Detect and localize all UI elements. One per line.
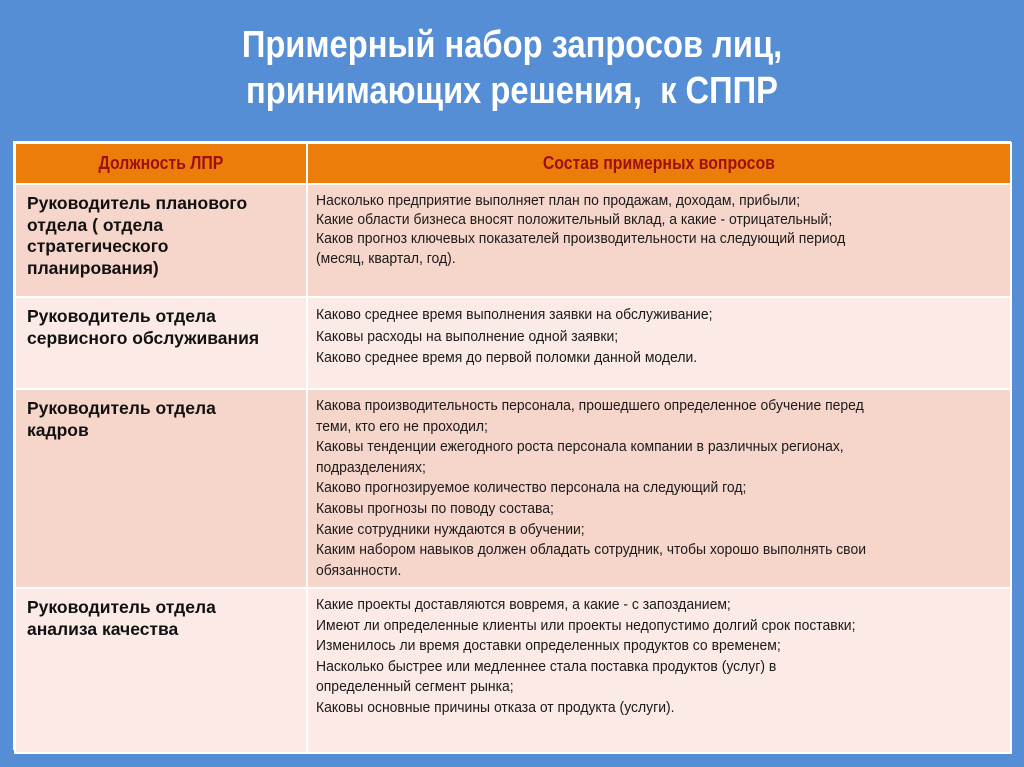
question-line: Каково среднее время выполнения заявки на обслуживание;: [316, 306, 713, 323]
slide-title-line-1: Примерный набор запросов лиц,: [241, 24, 783, 66]
question-line: Каков прогноз ключевых показателей производительности на следующий период: [316, 230, 846, 248]
question-line: Имеют ли определенные клиенты или проекты недопустимо долгий срок поставки;: [316, 616, 856, 634]
questions-cell: [307, 389, 1011, 588]
question-line: теми, кто его не проходил;: [316, 417, 488, 435]
position-cell: Руководитель отдела сервисного обслуживания: [15, 297, 307, 389]
question-line: подразделениях;: [316, 458, 426, 476]
question-line: Какие проекты доставляются вовремя, а какие - с запозданием;: [316, 596, 731, 614]
question-line: Каким набором навыков должен обладать сотрудник, чтобы хорошо выполнять свои: [316, 541, 866, 559]
question-line: определенный сегмент рынка;: [316, 678, 514, 696]
question-line: Каково среднее время до первой поломки данной модели.: [316, 349, 698, 366]
position-cell: Руководитель отдела анализа качества: [15, 588, 307, 753]
question-line: (месяц, квартал, год).: [316, 249, 456, 267]
question-line: Каковы тенденции ежегодного роста персонала компании в различных регионах,: [316, 438, 844, 456]
queries-table: [14, 142, 1012, 754]
table-header-row: [15, 143, 1011, 184]
slide-title: [72, 22, 953, 114]
table-row: [15, 297, 1011, 389]
table-row: [15, 184, 1011, 297]
question-line: Какие сотрудники нуждаются в обучении;: [316, 520, 585, 538]
position-cell: Руководитель отдела кадров: [15, 389, 307, 588]
header-questions: Состав примерных вопросов: [307, 143, 1011, 184]
table-row: [15, 389, 1011, 588]
questions-cell: [307, 184, 1011, 297]
question-line: обязанности.: [316, 561, 402, 579]
queries-table-container: [13, 141, 1011, 750]
question-line: Какова производительность персонала, прошедшего определенное обучение перед: [316, 397, 864, 414]
question-line: Каковы прогнозы по поводу состава;: [316, 499, 554, 517]
table-row: [15, 588, 1011, 753]
slide-title-line-2: принимающих решения, к СППР: [246, 70, 778, 112]
question-line: Каковы расходы на выполнение одной заявки;: [316, 327, 619, 345]
header-position: Должность ЛПР: [15, 143, 307, 184]
question-line: Насколько предприятие выполняет план по продажам, доходам, прибыли;: [316, 192, 801, 209]
question-line: Какие области бизнеса вносят положительный вклад, а какие - отрицательный;: [316, 211, 833, 229]
question-line: Изменилось ли время доставки определенных продуктов со временем;: [316, 637, 781, 655]
question-line: Насколько быстрее или медленнее стала поставка продуктов (услуг) в: [316, 657, 777, 675]
position-cell: Руководитель планового отдела ( отдела стратегического планирования): [15, 184, 307, 297]
question-line: Каково прогнозируемое количество персонала на следующий год;: [316, 479, 747, 497]
questions-cell: [307, 588, 1011, 753]
question-line: Каковы основные причины отказа от продукта (услуги).: [316, 698, 675, 716]
questions-cell: [307, 297, 1011, 389]
